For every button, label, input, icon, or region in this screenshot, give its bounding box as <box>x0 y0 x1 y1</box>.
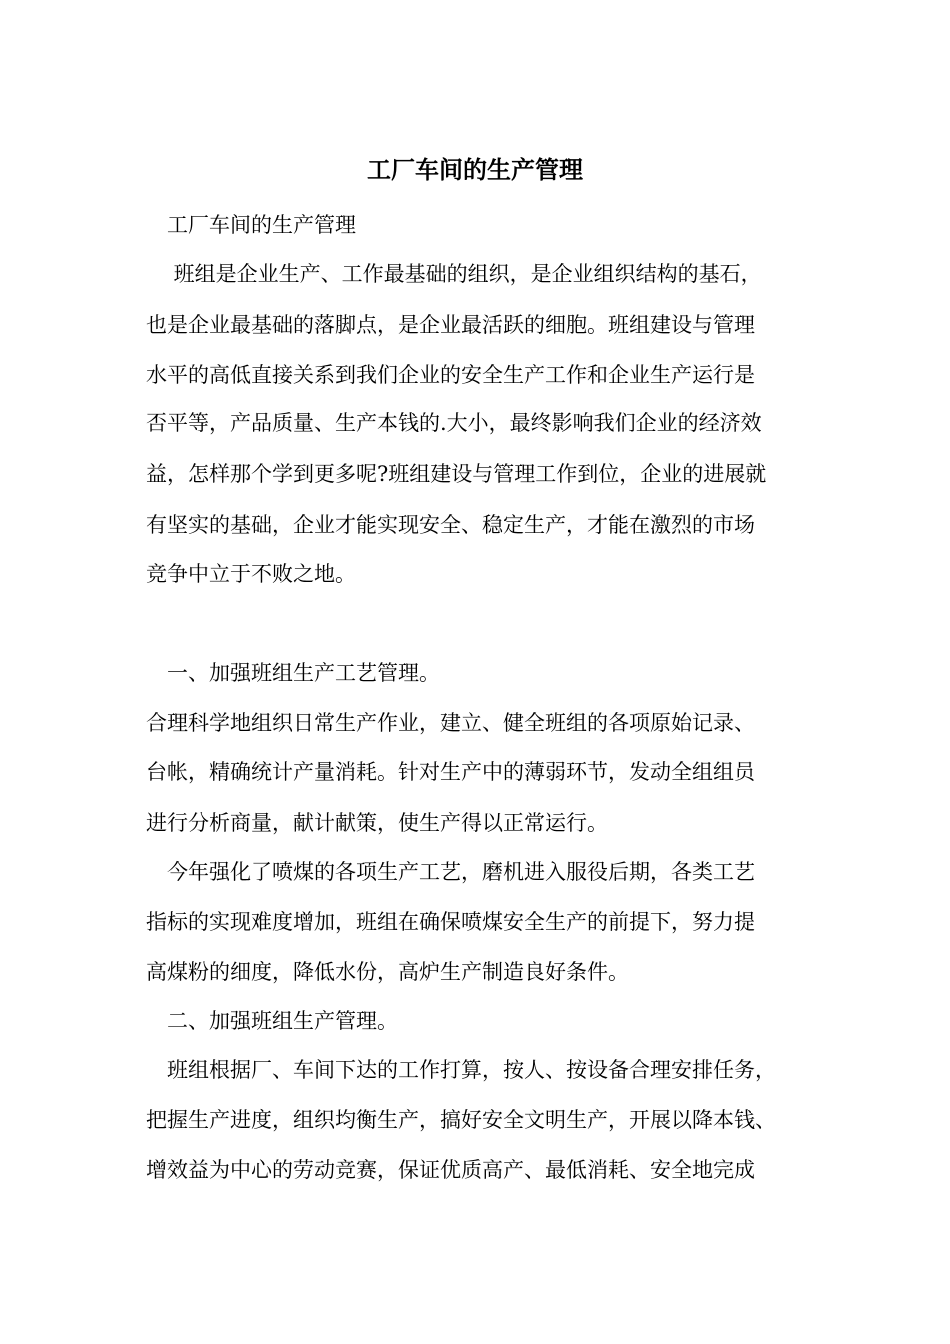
section-heading: 一、加强班组生产工艺管理。 <box>146 661 440 685</box>
paragraph-line: 水平的高低直接关系到我们企业的安全生产工作和企业生产运行是 <box>146 363 755 387</box>
paragraph-line: 有坚实的基础，企业才能实现安全、稳定生产，才能在激烈的市场 <box>146 513 755 537</box>
document-title: 工厂车间的生产管理 <box>367 155 583 184</box>
paragraph-line: 班组根据厂、车间下达的工作打算，按人、按设备合理安排任务， <box>146 1058 776 1082</box>
paragraph-line: 班组是企业生产、工作最基础的组织，是企业组织结构的基石， <box>146 262 762 286</box>
paragraph-line: 今年强化了喷煤的各项生产工艺，磨机进入服役后期，各类工艺 <box>146 860 755 884</box>
paragraph-line: 高煤粉的细度，降低水份，高炉生产制造良好条件。 <box>146 960 629 984</box>
paragraph-line: 台帐，精确统计产量消耗。针对生产中的薄弱环节，发动全组组员 <box>146 760 755 784</box>
paragraph-line: 竞争中立于不败之地。 <box>146 562 356 586</box>
paragraph-line: 否平等，产品质量、生产本钱的.大小，最终影响我们企业的经济效 <box>146 411 762 435</box>
section-heading: 二、加强班组生产管理。 <box>146 1009 398 1033</box>
paragraph-line: 也是企业最基础的落脚点，是企业最活跃的细胞。班组建设与管理 <box>146 313 755 337</box>
paragraph-line: 合理科学地组织日常生产作业，建立、健全班组的各项原始记录、 <box>146 711 755 735</box>
subtitle-line: 工厂车间的生产管理 <box>146 213 356 237</box>
paragraph-line: 益，怎样那个学到更多呢?班组建设与管理工作到位，企业的进展就 <box>146 462 767 486</box>
paragraph-line: 增效益为中心的劳动竞赛，保证优质高产、最低消耗、安全地完成 <box>146 1158 755 1182</box>
paragraph-line: 指标的实现难度增加，班组在确保喷煤安全生产的前提下，努力提 <box>146 910 755 934</box>
paragraph-line: 进行分析商量，献计献策，使生产得以正常运行。 <box>146 811 608 835</box>
paragraph-line: 把握生产进度，组织均衡生产，搞好安全文明生产，开展以降本钱、 <box>146 1108 776 1132</box>
